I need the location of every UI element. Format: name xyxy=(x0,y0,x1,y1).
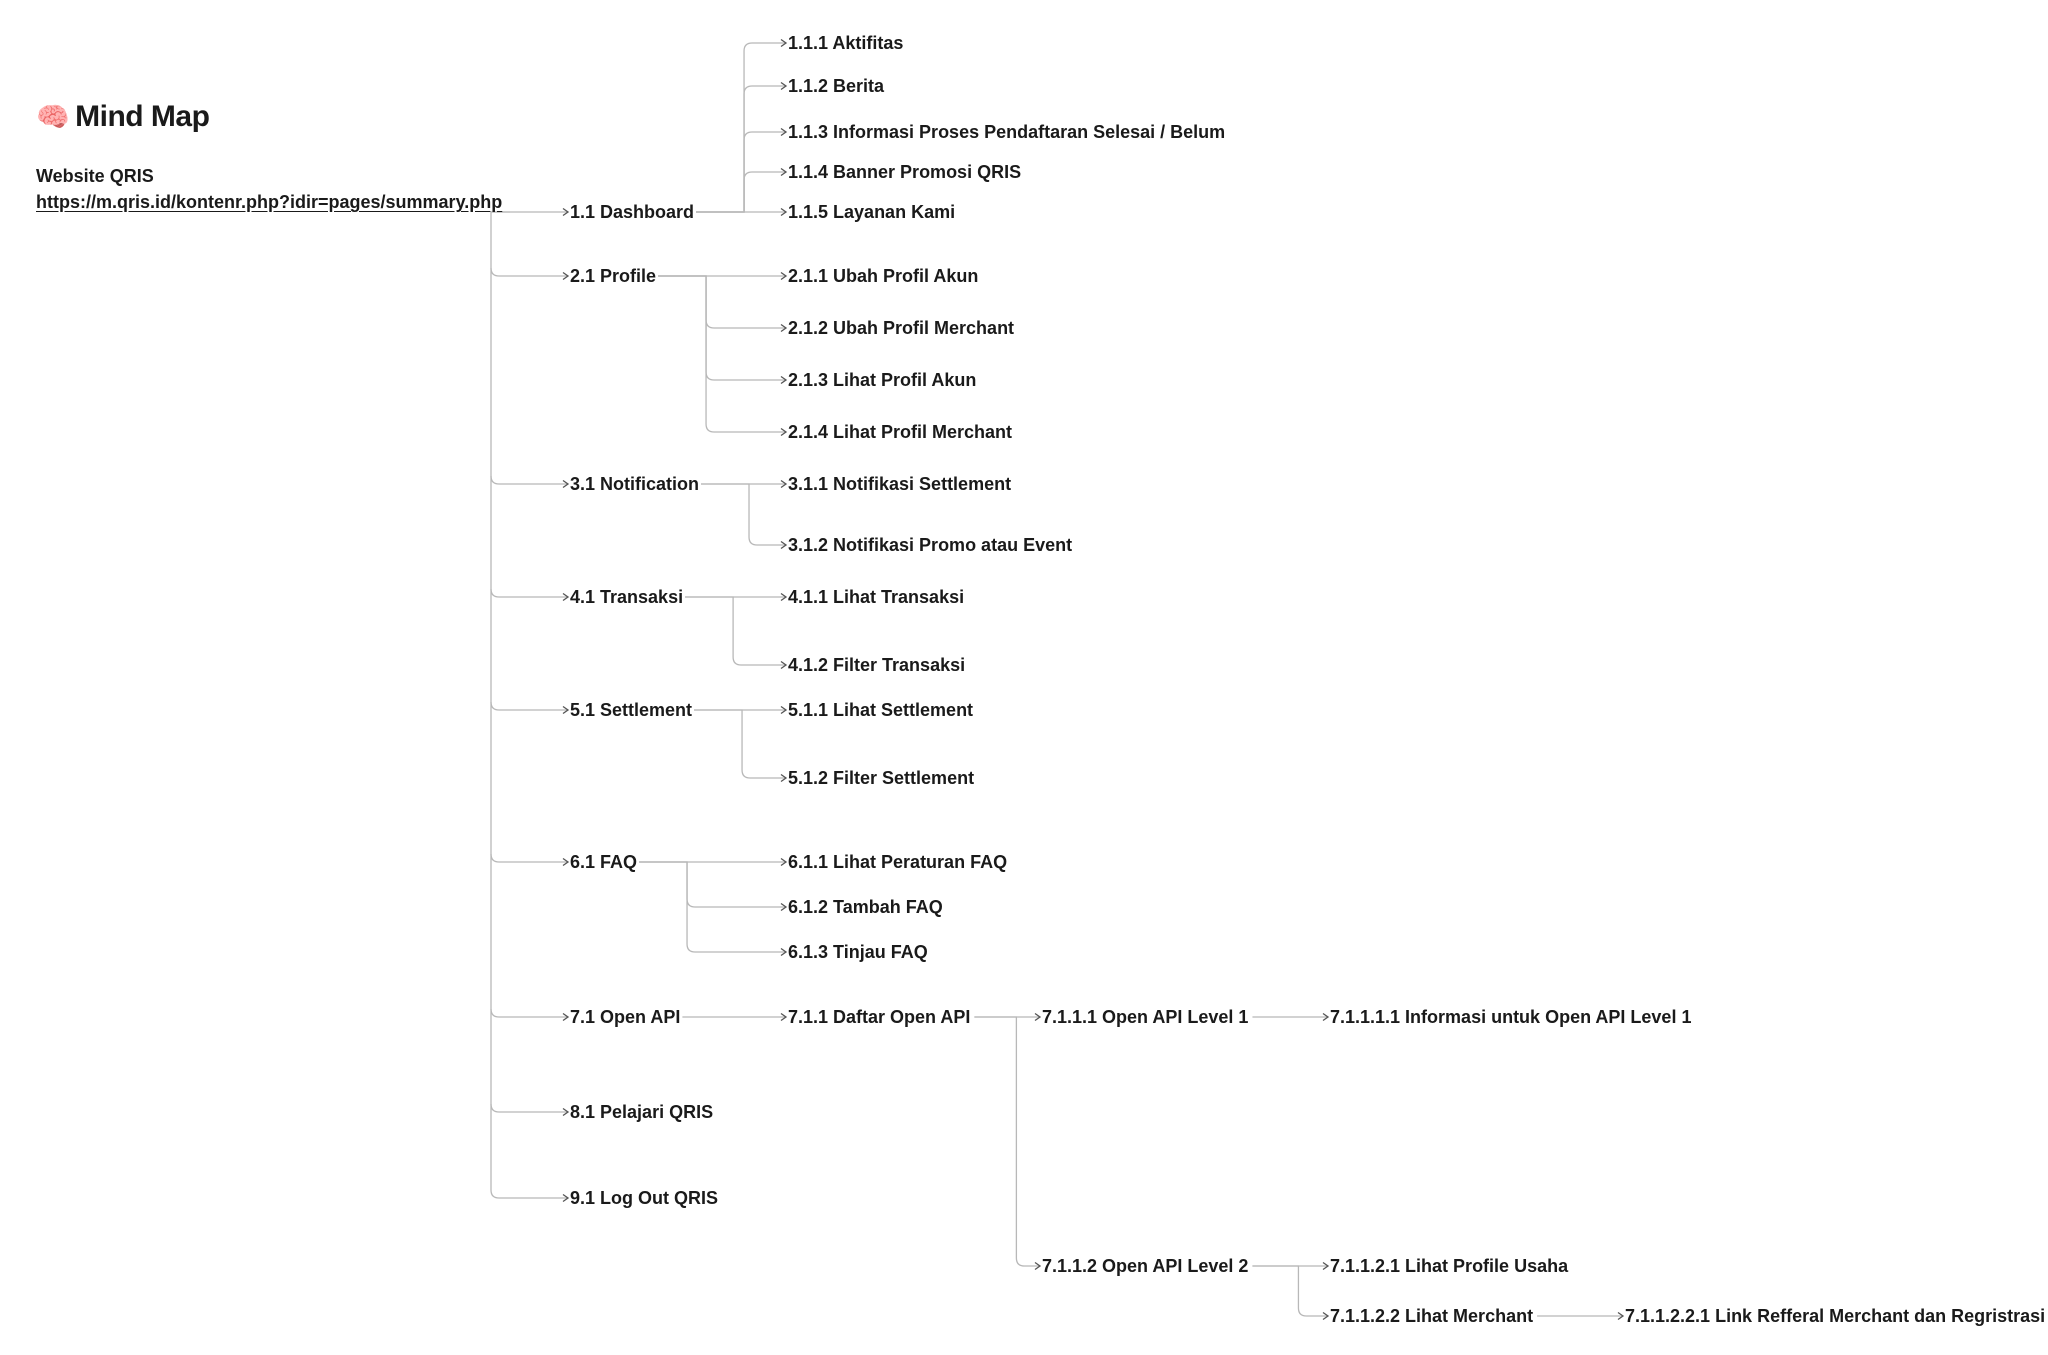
root-node-url-link[interactable]: https://m.qris.id/kontenr.php?idir=pages/summary.php xyxy=(36,192,503,212)
node-1-1-2-berita: 1.1.2 Berita xyxy=(788,76,885,96)
node-2-1-3-lihat-profil-akun: 2.1.3 Lihat Profil Akun xyxy=(788,370,977,390)
node-1-1-3-informasi-proses-pendaftaran-selesai-belum: 1.1.3 Informasi Proses Pendaftaran Selesai / Belum xyxy=(788,122,1226,142)
connector-line xyxy=(685,597,786,665)
connector-line xyxy=(974,1017,1040,1266)
node-8-1-pelajari-qris: 8.1 Pelajari QRIS xyxy=(570,1102,714,1122)
connector-line xyxy=(696,86,786,212)
node-9-1-log-out-qris: 9.1 Log Out QRIS xyxy=(570,1188,719,1208)
node-1-1-4-banner-promosi-qris: 1.1.4 Banner Promosi QRIS xyxy=(788,162,1022,182)
node-7-1-1-1-open-api-level-1: 7.1.1.1 Open API Level 1 xyxy=(1042,1007,1249,1027)
connector-line xyxy=(696,172,786,212)
node-3-1-2-notifikasi-promo-atau-event: 3.1.2 Notifikasi Promo atau Event xyxy=(788,535,1073,555)
node-1-1-dashboard: 1.1 Dashboard xyxy=(570,202,695,222)
node-7-1-1-daftar-open-api: 7.1.1 Daftar Open API xyxy=(788,1007,971,1027)
node-6-1-1-lihat-peraturan-faq: 6.1.1 Lihat Peraturan FAQ xyxy=(788,852,1008,872)
node-7-1-open-api: 7.1 Open API xyxy=(570,1007,681,1027)
connector-line xyxy=(491,212,499,1198)
node-7-1-1-1-1-informasi-untuk-open-api-level-1: 7.1.1.1.1 Informasi untuk Open API Level 1 xyxy=(1330,1007,1692,1027)
connector-line xyxy=(491,589,568,597)
node-4-1-transaksi: 4.1 Transaksi xyxy=(570,587,684,607)
connector-line xyxy=(1252,1266,1328,1316)
connector-line xyxy=(658,276,786,328)
root-node-title: Website QRIS xyxy=(36,166,154,186)
node-2-1-profile: 2.1 Profile xyxy=(570,266,657,286)
page-title-text: Mind Map xyxy=(75,100,210,133)
node-6-1-3-tinjau-faq: 6.1.3 Tinjau FAQ xyxy=(788,942,928,962)
node-1-1-5-layanan-kami: 1.1.5 Layanan Kami xyxy=(788,202,956,222)
node-6-1-faq: 6.1 FAQ xyxy=(570,852,638,872)
connector-line xyxy=(639,862,786,907)
connector-line xyxy=(491,1009,568,1017)
node-4-1-1-lihat-transaksi: 4.1.1 Lihat Transaksi xyxy=(788,587,965,607)
connector-line xyxy=(701,484,786,545)
node-5-1-1-lihat-settlement: 5.1.1 Lihat Settlement xyxy=(788,700,974,720)
connector-line xyxy=(491,268,568,276)
connector-line xyxy=(491,1104,568,1112)
node-5-1-settlement: 5.1 Settlement xyxy=(570,700,693,720)
connector-line xyxy=(491,854,568,862)
page-title xyxy=(36,100,209,134)
connector-line xyxy=(696,43,786,212)
node-6-1-2-tambah-faq: 6.1.2 Tambah FAQ xyxy=(788,897,943,917)
connector-line xyxy=(658,276,786,432)
node-3-1-notification: 3.1 Notification xyxy=(570,474,700,494)
connector-line xyxy=(694,710,786,778)
node-7-1-1-2-1-lihat-profile-usaha: 7.1.1.2.1 Lihat Profile Usaha xyxy=(1330,1256,1569,1276)
node-7-1-1-2-2-lihat-merchant: 7.1.1.2.2 Lihat Merchant xyxy=(1330,1306,1534,1326)
node-2-1-2-ubah-profil-merchant: 2.1.2 Ubah Profil Merchant xyxy=(788,318,1015,338)
node-3-1-1-notifikasi-settlement: 3.1.1 Notifikasi Settlement xyxy=(788,474,1012,494)
node-7-1-1-2-2-1-link-refferal-merchant-dan-regristrasi: 7.1.1.2.2.1 Link Refferal Merchant dan Regristrasi xyxy=(1625,1306,2046,1326)
node-1-1-1-aktifitas: 1.1.1 Aktifitas xyxy=(788,33,904,53)
node-2-1-1-ubah-profil-akun: 2.1.1 Ubah Profil Akun xyxy=(788,266,979,286)
brain-icon: 🧠 xyxy=(36,101,70,132)
connector-line xyxy=(491,476,568,484)
connector-line xyxy=(491,702,568,710)
node-5-1-2-filter-settlement: 5.1.2 Filter Settlement xyxy=(788,768,975,788)
node-2-1-4-lihat-profil-merchant: 2.1.4 Lihat Profil Merchant xyxy=(788,422,1013,442)
node-4-1-2-filter-transaksi: 4.1.2 Filter Transaksi xyxy=(788,655,966,675)
node-7-1-1-2-open-api-level-2: 7.1.1.2 Open API Level 2 xyxy=(1042,1256,1249,1276)
